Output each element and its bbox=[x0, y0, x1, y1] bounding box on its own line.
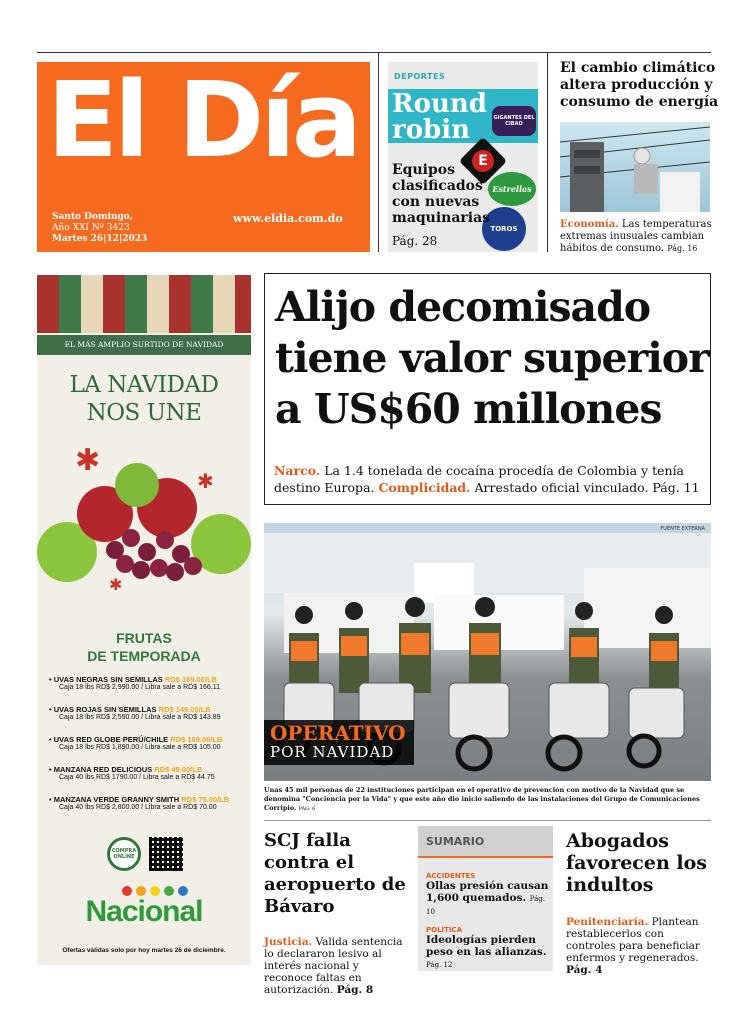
sumario-box bbox=[418, 826, 553, 971]
section-tag: Economía. bbox=[560, 219, 619, 230]
sumario-item[interactable]: ACCIDENTES Ollas presión causan 1,600 quemados. Pág. 10 bbox=[426, 872, 549, 916]
climate-photo bbox=[560, 122, 710, 212]
column-divider bbox=[547, 52, 548, 252]
gigantes-logo: GIGANTES DEL CIBAO bbox=[492, 106, 536, 136]
qr-code[interactable] bbox=[149, 837, 183, 871]
section-rule bbox=[264, 820, 711, 821]
deck-text: Arrestado oficial vinculado. Pág. 11 bbox=[474, 480, 700, 495]
deck-text: La 1.4 tonelada de cocaína procedía de Colombia y tenía destino Europa. bbox=[274, 463, 685, 495]
issue-number: Año XXI Nº 3423 bbox=[52, 223, 130, 233]
climate-summary bbox=[560, 219, 720, 255]
city: Santo Domingo, bbox=[52, 212, 133, 222]
price-item: • MANZANA VERDE GRANNY SMITH RD$ 75.00/LB Caja 40 lbs RD$ 2,800.00 / Libra sale a RD$ 70.00 bbox=[49, 795, 230, 811]
estrellas-logo: Estrellas bbox=[488, 172, 536, 206]
sports-teaser-text: Equipos clasificados con nuevas maquinarias bbox=[392, 162, 491, 226]
logo: El Día bbox=[47, 62, 359, 181]
ad-section-title: FRUTAS DE TEMPORADA bbox=[87, 630, 201, 664]
ad-banner: EL MÁS AMPLIO SURTIDO DE NAVIDAD bbox=[37, 335, 251, 355]
lead-photo[interactable] bbox=[264, 523, 711, 781]
summary-text: Las temperaturas extremas inusuales cambian hábitos de consumo. bbox=[560, 219, 712, 254]
scj-headline: SCJ falla contra el aeropuerto de Bávaro bbox=[264, 830, 406, 917]
price-item: • UVAS ROJAS SIN SEMILLAS RD$ 149.00/LB Caja 18 lbs RD$ 2,590.00 / Libra sale a RD$ 143.89 bbox=[49, 705, 221, 721]
sports-title: Round robin bbox=[392, 89, 487, 145]
lead-deck bbox=[274, 462, 704, 496]
supermarket-ad[interactable] bbox=[37, 275, 251, 965]
toros-logo: TOROS bbox=[482, 207, 526, 251]
scj-summary: Justicia. Valida sentencia lo declararon lesivo al interés nacional y reconoce faltas en autorización. Pág. 8 bbox=[264, 936, 403, 996]
price-item: • UVAS NEGRAS SIN SEMILLAS RD$ 169.00/LB Caja 18 lbs RD$ 2,990.00 / Libra sale a RD$ 166.11 bbox=[49, 675, 220, 691]
lead-story[interactable] bbox=[264, 273, 711, 505]
sumario-item[interactable]: POLÍTICA Ideologías pierden peso en las alianzas. Pág. 12 bbox=[426, 926, 547, 969]
top-rule bbox=[37, 52, 711, 53]
price-item: • UVAS RED GLOBE PERÚ/CHILE RD$ 109.00/LB Caja 18 lbs RD$ 1,890.00 / Libra sale a RD$ 105.00 bbox=[49, 735, 223, 751]
ad-footer: Ofertas válidas solo por hoy martes 26 de diciembre. bbox=[62, 947, 226, 954]
svg-text:✱: ✱ bbox=[197, 469, 214, 493]
scj-story[interactable] bbox=[264, 830, 409, 996]
sumario-title: SUMARIO bbox=[418, 826, 553, 858]
svg-text:✱: ✱ bbox=[109, 575, 123, 594]
website-link[interactable]: www.eldia.com.do bbox=[233, 212, 343, 225]
photo-label bbox=[264, 720, 414, 765]
page-ref: Pág. 16 bbox=[667, 244, 698, 253]
label-subtitle: POR NAVIDAD bbox=[270, 743, 395, 761]
abogados-headline: Abogados favorecen los indultos bbox=[566, 830, 707, 896]
masthead bbox=[37, 62, 370, 252]
section-label: DEPORTES bbox=[394, 72, 446, 81]
ad-slogan: LA NAVIDAD NOS UNE bbox=[69, 372, 219, 426]
climate-headline[interactable]: El cambio climático altera producción y consumo de energía bbox=[560, 60, 719, 110]
lead-headline: Alijo decomisado tiene valor superior a US$60 millones bbox=[275, 283, 709, 433]
date: Martes 26|12|2023 bbox=[52, 234, 148, 244]
label-title: OPERATIVO bbox=[270, 721, 406, 745]
online-badge[interactable]: COMPRA ONLINE bbox=[107, 837, 141, 871]
photo-credit: FUENTE EXTERNA bbox=[660, 526, 705, 532]
section-tag: Complicidad. bbox=[378, 480, 471, 495]
page-ref: Pág. 28 bbox=[392, 234, 438, 248]
section-tag: Narco. bbox=[274, 463, 321, 478]
photo-caption: Unas 45 mil personas de 22 instituciones participan en el operativo de prevención con motivo de la Navidad que se denomina "Conciencia por la Vida" y que este año dio inicio saliendo de las instalaciones del Grupo de Comunicaciones Corripio. PÁG. 6 bbox=[264, 786, 700, 812]
sports-teaser[interactable] bbox=[388, 62, 538, 252]
svg-text:✱: ✱ bbox=[75, 443, 101, 478]
brand-logo: Nacional bbox=[85, 895, 203, 928]
price-item: • MANZANA RED DELICIOUS RD$ 49.00/LB Caja 40 lbs RD$ 1790.00 / Libra sale a RD$ 44.75 bbox=[49, 765, 215, 781]
gift-pattern bbox=[37, 275, 251, 333]
column-divider bbox=[378, 52, 379, 252]
escogido-logo: E bbox=[459, 137, 507, 185]
abogados-summary: Penitenciaría. Plantean restablecerlos con controles para beneficiar enfermos y regenerados. Pág. 4 bbox=[566, 916, 700, 976]
abogados-story[interactable] bbox=[566, 830, 711, 976]
price-list bbox=[49, 675, 249, 825]
fruit-illustration bbox=[37, 440, 251, 610]
